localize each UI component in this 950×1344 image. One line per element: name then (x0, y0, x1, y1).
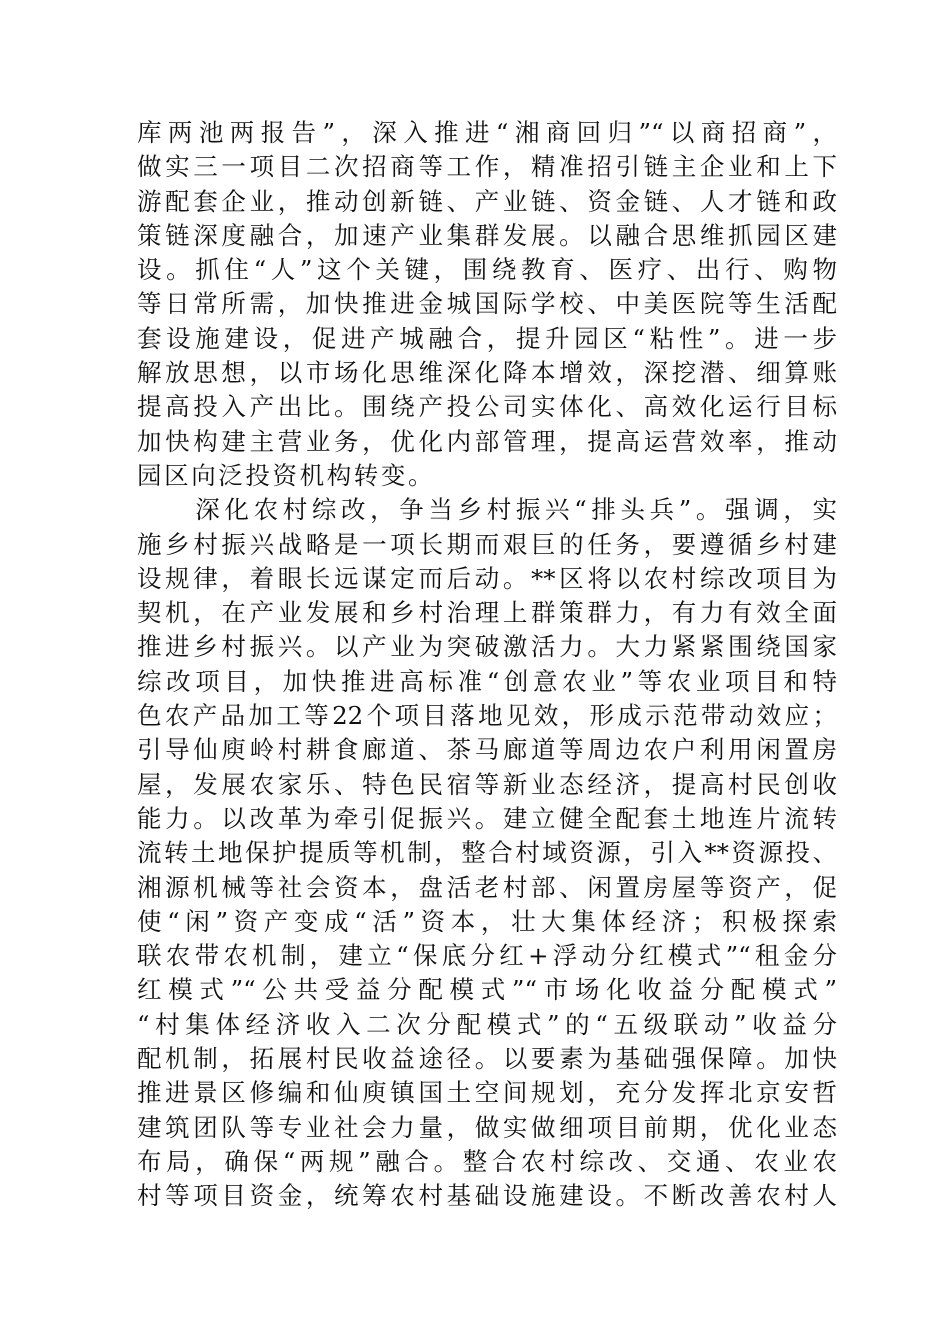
text-line: 综改项目，加快推进高标准“创意农业”等农业项目和特 (137, 666, 837, 696)
text-line: 使“闲”资产变成“活”资本，壮大集体经济；积极探索 (137, 906, 837, 936)
text-line: 建筑团队等专业社会力量，做实做细项目前期，优化业态 (137, 1112, 837, 1142)
text-line: 加快构建主营业务，优化内部管理，提高运营效率，推动 (137, 426, 837, 456)
paragraph-start-line: 深化农村综改，争当乡村振兴“排头兵”。强调，实 (137, 495, 837, 525)
text-line: 布局，确保“两规”融合。整合农村综改、交通、农业农 (137, 1146, 837, 1176)
text-line: 做实三一项目二次招商等工作，精准招引链主企业和上下 (137, 152, 837, 182)
body-text (137, 116, 837, 1214)
text-line: 套设施建设，促进产城融合，提升园区“粘性”。进一步 (137, 323, 837, 353)
text-line: 库两池两报告”，深入推进“湘商回归”“以商招商”， (137, 118, 837, 147)
text-line: 湘源机械等社会资本，盘活老村部、闲置房屋等资产，促 (137, 872, 837, 902)
text-line: 推进景区修编和仙庾镇国土空间规划，充分发挥北京安哲 (137, 1078, 837, 1108)
text-line: 引导仙庾岭村耕食廊道、茶马廊道等周边农户利用闲置房 (137, 735, 837, 765)
text-line: 提高投入产出比。围绕产投公司实体化、高效化运行目标 (137, 392, 837, 422)
text-line: 策链深度融合，加速产业集群发展。以融合思维抓园区建 (137, 220, 837, 250)
text-line: 流转土地保护提质等机制，整合村域资源，引入**资源投、 (137, 838, 837, 868)
text-line: 推进乡村振兴。以产业为突破激活力。大力紧紧围绕国家 (137, 632, 837, 662)
text-line: 联农带农机制，建立“保底分红+浮动分红模式”“租金分 (137, 941, 837, 971)
text-line: “村集体经济收入二次分配模式”的“五级联动”收益分 (137, 1009, 837, 1039)
text-line: 等日常所需，加快推进金城国际学校、中美医院等生活配 (137, 289, 837, 319)
text-line: 色农产品加工等22个项目落地见效，形成示范带动效应； (137, 701, 837, 731)
text-line: 设规律，着眼长远谋定而后动。**区将以农村综改项目为 (137, 563, 837, 593)
text-line: 设。抓住“人”这个关键，围绕教育、医疗、出行、购物 (137, 255, 837, 285)
text-line: 屋，发展农家乐、特色民宿等新业态经济，提高村民创收 (137, 769, 837, 799)
text-line: 解放思想，以市场化思维深化降本增效，深挖潜、细算账 (137, 358, 837, 388)
text-line: 游配套企业，推动创新链、产业链、资金链、人才链和政 (137, 186, 837, 216)
text-line: 配机制，拓展村民收益途径。以要素为基础强保障。加快 (137, 1044, 837, 1074)
text-line: 村等项目资金，统筹农村基础设施建设。不断改善农村人 (137, 1181, 837, 1211)
text-line: 红模式”“公共受益分配模式”“市场化收益分配模式” (137, 975, 837, 1005)
text-line: 契机，在产业发展和乡村治理上群策群力，有力有效全面 (137, 598, 837, 628)
text-line: 施乡村振兴战略是一项长期而艰巨的任务，要遵循乡村建 (137, 529, 837, 559)
text-line: 园区向泛投资机构转变。 (137, 460, 436, 490)
text-line: 能力。以改革为牵引促振兴。建立健全配套土地连片流转 (137, 803, 837, 833)
